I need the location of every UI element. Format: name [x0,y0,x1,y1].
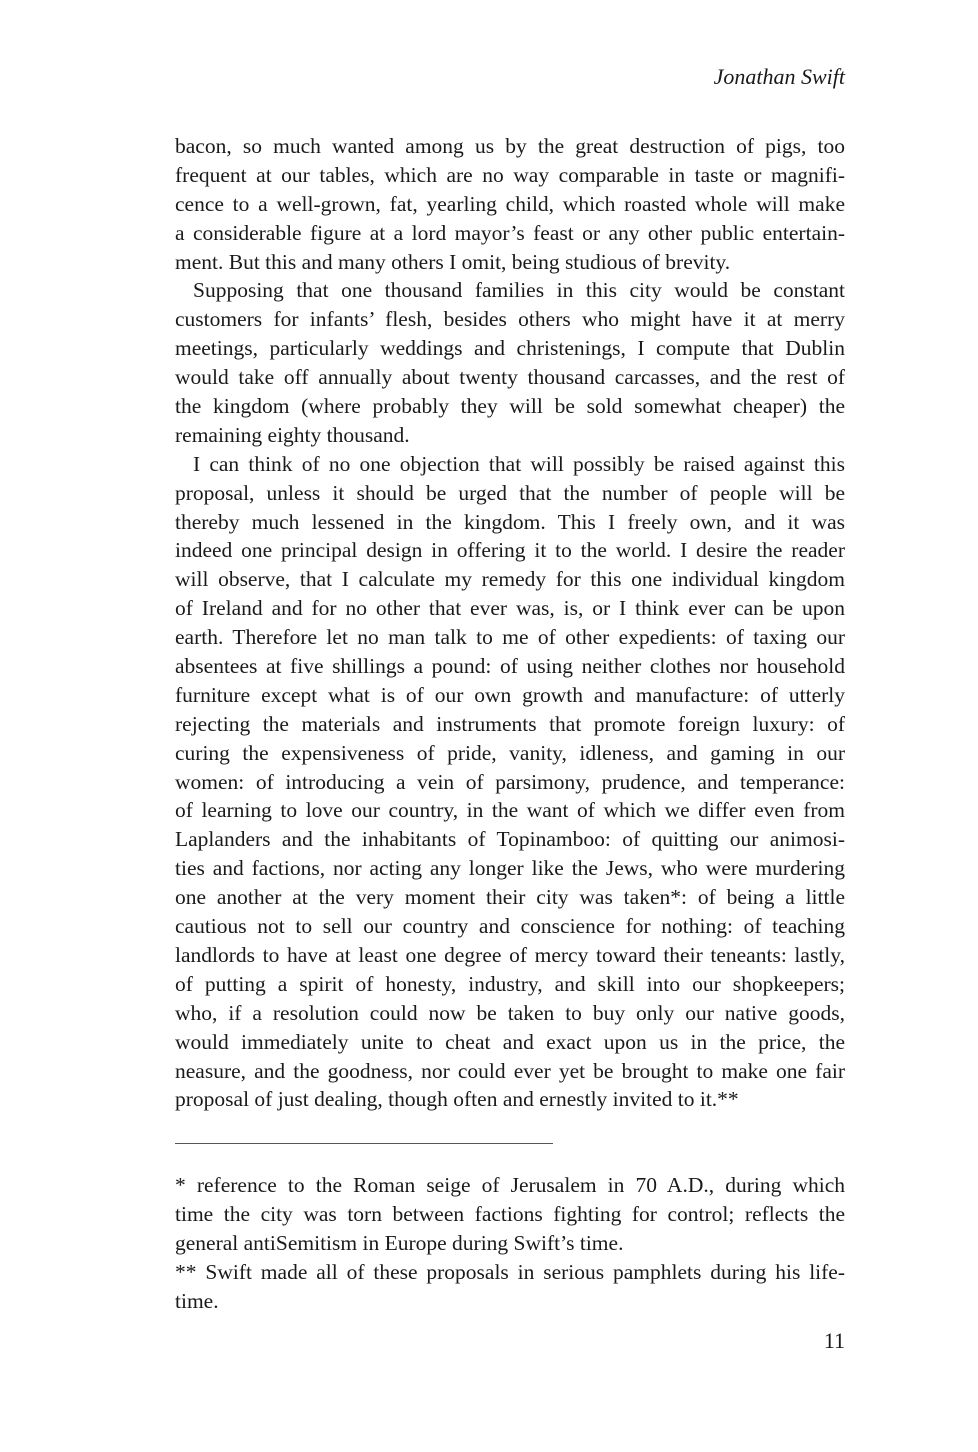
footnote [175,1258,845,1316]
text-line: cautious not to sell our country and conscience for nothing: of teaching [175,914,845,939]
text-line: customers for infants’ flesh, besides others who might have it at merry [175,307,845,332]
text-line: frequent at our tables, which are no way comparable in taste or magnifi- [175,162,845,187]
text-line: thereby much lessened in the kingdom. This I freely own, and it was [175,509,845,534]
text-line: general antiSemitism in Europe during Swift’s time. [175,1230,624,1255]
text-line: time. [175,1288,219,1313]
text-line: would take off annually about twenty thousand carcasses, and the rest of [175,365,845,390]
body-text [175,132,845,1114]
text-line: Supposing that one thousand families in this city would be constant [193,278,845,303]
text-line: one another at the very moment their city was taken*: of being a little [175,885,845,910]
text-line: women: of introducing a vein of parsimony, prudence, and temperance: [175,769,845,794]
text-line: bacon, so much wanted among us by the great destruction of pigs, too [175,134,845,158]
text-line: indeed one principal design in offering it to the world. I desire the reader [175,538,845,563]
paragraph [175,276,845,449]
paragraph [175,132,845,276]
text-line: remaining eighty thousand. [175,422,410,447]
text-line: of learning to love our country, in the want of which we differ even from [175,798,845,823]
text-line: a considerable figure at a lord mayor’s feast or any other public entertain- [175,220,845,245]
text-line: meetings, particularly weddings and christenings, I compute that Dublin [175,336,845,361]
text-line: the kingdom (where probably they will be sold somewhat cheaper) the [175,394,845,419]
running-head: Jonathan Swift [713,64,845,89]
text-line: who, if a resolution could now be taken to buy only our native goods, [175,1000,845,1025]
text-line: of putting a spirit of honesty, industry, and skill into our shopkeepers; [175,971,845,996]
text-line: cence to a well-grown, fat, yearling child, which roasted whole will make [175,191,845,216]
footnote-divider [175,1143,553,1144]
footnote [175,1171,845,1258]
text-line: I can think of no one objection that will possibly be raised against this [193,451,845,476]
text-line: * reference to the Roman seige of Jerusalem in 70 A.D., during which [175,1173,845,1197]
text-line: time the city was torn between factions fighting for control; reflects the [175,1201,845,1226]
text-line: curing the expensiveness of pride, vanity, idleness, and gaming in our [175,740,845,765]
text-line: Laplanders and the inhabitants of Topinamboo: of quitting our animosi- [175,827,845,852]
text-line: earth. Therefore let no man talk to me of other expedients: of taxing our [175,625,845,650]
text-line: proposal, unless it should be urged that the number of people will be [175,480,845,505]
paragraph [175,450,845,1114]
text-line: furniture except what is of our own growth and manufacture: of utterly [175,682,845,707]
text-line: of Ireland and for no other that ever was, is, or I think ever can be upon [175,596,845,621]
text-line: rejecting the materials and instruments that promote foreign luxury: of [175,711,845,736]
page-number: 11 [823,1328,845,1353]
text-line: absentees at five shillings a pound: of using neither clothes nor household [175,654,845,679]
text-line: ment. But this and many others I omit, being studious of brevity. [175,249,731,274]
text-line: ties and factions, nor acting any longer like the Jews, who were murdering [175,856,845,881]
text-line: would immediately unite to cheat and exact upon us in the price, the [175,1029,845,1054]
text-line: will observe, that I calculate my remedy for this one individual kingdom [175,567,845,592]
text-line: landlords to have at least one degree of mercy toward their teneants: lastly, [175,942,845,967]
text-line: proposal of just dealing, though often and ernestly invited to it.** [175,1087,739,1112]
text-line: neasure, and the goodness, nor could ever yet be brought to make one fair [175,1058,845,1083]
footnotes [175,1171,845,1315]
text-line: ** Swift made all of these proposals in serious pamphlets during his life- [175,1259,845,1284]
